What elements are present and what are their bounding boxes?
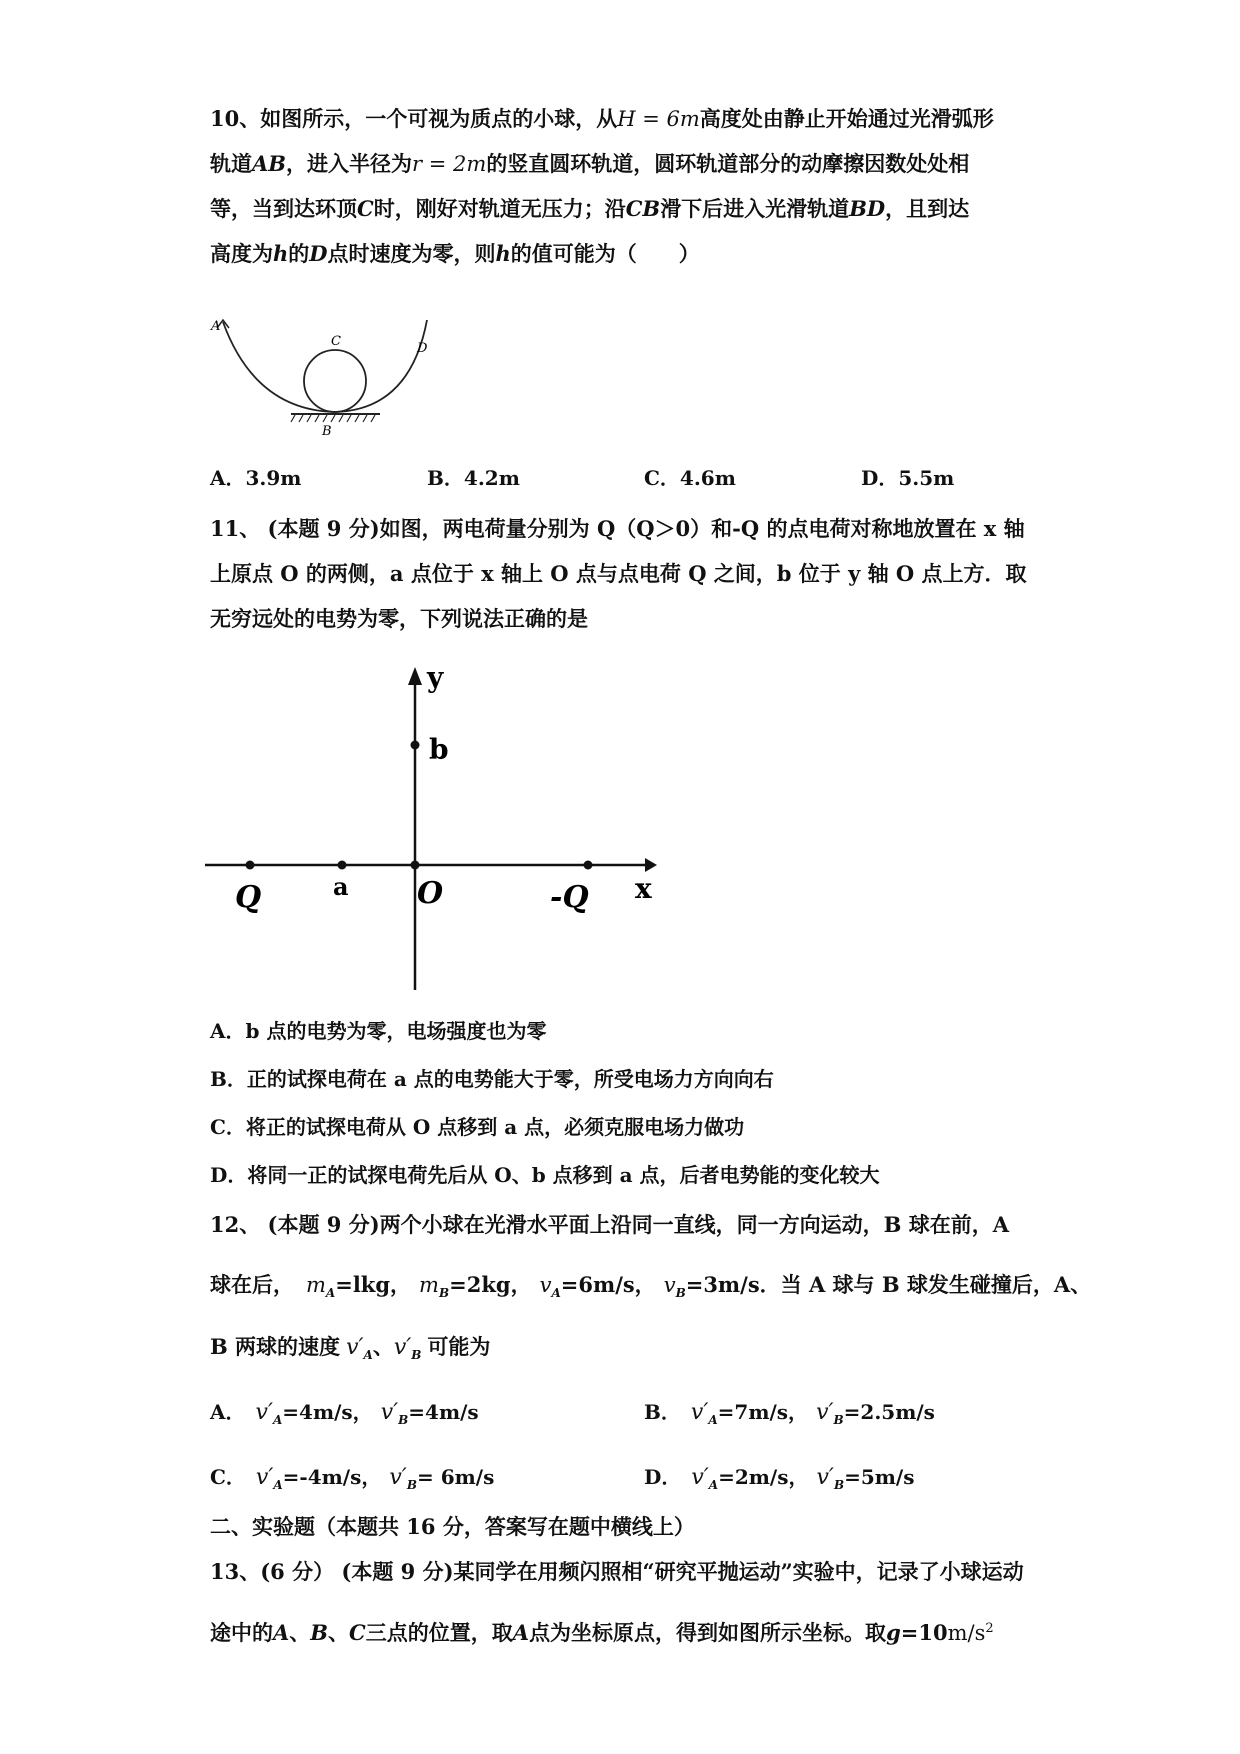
q13-line-1: 13、(6 分） (本题 9 分)某同学在用频闪照相“研究平抛运动”实验中，记录了小球运动 [210, 1559, 1024, 1584]
q13-text: 、 [328, 1620, 350, 1645]
q11-y-arrow [408, 667, 422, 685]
q12-option-label: C． [210, 1465, 246, 1489]
q12-option-value: =2m/s， [718, 1465, 809, 1489]
q12-option-value: =4m/s， [282, 1400, 373, 1424]
q12-option-label: B． [644, 1400, 681, 1424]
q11-line-3: 无穷远处的电势为零，下列说法正确的是 [210, 606, 588, 631]
section-heading: 二、实验题（本题共 16 分，答案写在题中横线上） [210, 1514, 695, 1539]
q10-fig-label-c: C [331, 334, 341, 349]
q10-ground-hatch [291, 415, 375, 422]
q12-velocity-prime-b: v′ [393, 1335, 412, 1360]
q12-subscript: A [273, 1478, 283, 1492]
q12-text: 、 [372, 1334, 394, 1359]
q12-velocity-b-symbol: v [663, 1273, 676, 1297]
q12-option-b [644, 1398, 935, 1429]
q11-option-c: C．将正的试探电荷从 O 点移到 a 点，必须克服电场力做功 [210, 1115, 745, 1139]
q10-fig-label-a: A [211, 319, 221, 334]
q12-option-c [210, 1463, 494, 1494]
q12-subscript: A [272, 1413, 283, 1427]
q10-point-c: C [357, 196, 374, 221]
q12-subscript: B [438, 1286, 450, 1300]
q10-point-d: D [309, 241, 328, 266]
q13-point-c: C [349, 1620, 366, 1645]
q10-var-h: h [495, 241, 511, 266]
q10-text: 轨道 [210, 151, 252, 176]
q12-option-d [644, 1463, 915, 1494]
q10-text: 的值可能为（ ） [510, 241, 700, 266]
q12-text: B 两球的速度 [210, 1334, 341, 1359]
q12-option-value: =2.5m/s [843, 1400, 935, 1424]
q12-subscript: A [708, 1413, 718, 1427]
q11-origin-o [411, 861, 420, 870]
q10-text: 滑下后进入光滑轨道 [660, 196, 850, 221]
q10-track-ab: AB [252, 151, 287, 176]
q10-text: 的 [288, 241, 310, 266]
q11-line-2: 上原点 O 的两侧，a 点位于 x 轴上 O 点与点电荷 Q 之间，b 位于 y 轴 O 点上方．取 [210, 561, 1027, 586]
q12-velocity-prime-a: v′ [255, 1400, 273, 1425]
q10-option-d: D．5.5m [861, 466, 955, 490]
q11-axes-figure [205, 655, 675, 995]
q10-text: 高度处由静止开始通过光滑弧形 [699, 106, 994, 131]
q10-line-4 [210, 239, 700, 269]
q13-line-2 [210, 1614, 994, 1648]
q12-option-value: =5m/s [844, 1465, 915, 1489]
q12-option-value: =7m/s， [717, 1400, 809, 1424]
q11-charge-neg-q [584, 861, 593, 870]
q10-circular-loop [304, 350, 366, 412]
q10-text: 的竖直圆环轨道，圆环轨道部分的动摩擦因数处处相 [486, 151, 970, 176]
q12-option-label: A． [210, 1400, 246, 1424]
q12-velocity-a-value: =6m/s， [560, 1272, 656, 1297]
q12-line-3 [210, 1332, 490, 1365]
q13-point-a: A [273, 1620, 290, 1645]
q12-subscript: B [833, 1478, 845, 1492]
q12-option-a [210, 1398, 479, 1429]
q12-velocity-prime-b: v′ [816, 1400, 834, 1425]
q11-charge-q [246, 861, 255, 870]
q12-line-1: 12、 (本题 9 分)两个小球在光滑水平面上沿同一直线，同一方向运动，B 球在前，A [210, 1212, 1009, 1237]
q12-line-2 [210, 1270, 1091, 1303]
q13-text: 点为坐标原点，得到如图所示坐标。取 [529, 1620, 887, 1645]
q10-option-b: B．4.2m [427, 466, 520, 490]
q11-option-a: A．b 点的电势为零，电场强度也为零 [210, 1019, 547, 1043]
q12-text: 球在后， [210, 1272, 294, 1297]
q10-arc-track [223, 320, 427, 412]
q11-point-b [411, 741, 420, 750]
q11-label-neg-q: -Q [550, 880, 589, 915]
q10-line-2 [210, 149, 969, 179]
q10-line-1 [210, 104, 994, 134]
q12-velocity-b-value: =3m/s．当 A 球与 B 球发生碰撞后，A、 [685, 1272, 1092, 1297]
q10-option-a: A．3.9m [210, 466, 302, 490]
q12-subscript: B [406, 1478, 417, 1492]
q10-track-cb: CB [625, 196, 661, 221]
q12-velocity-prime-a: v′ [690, 1400, 709, 1425]
q11-label-a: a [333, 872, 349, 901]
q11-option-b: B．正的试探电荷在 a 点的电势能大于零，所受电场力方向向右 [210, 1067, 774, 1091]
q12-velocity-prime-a: v′ [691, 1465, 709, 1490]
q12-velocity-prime-a: v′ [346, 1335, 364, 1360]
q13-g-value: =10 [900, 1620, 948, 1645]
q10-track-figure [205, 300, 445, 435]
q10-text: ，且到达 [885, 196, 970, 221]
q13-superscript: 2 [985, 1621, 994, 1636]
q13-text: 、 [289, 1620, 311, 1645]
q12-velocity-a-symbol: v [539, 1273, 552, 1297]
q11-label-q: Q [235, 880, 262, 915]
q12-option-value: = 6m/s [416, 1465, 495, 1489]
q12-mass-b-symbol: m [419, 1273, 439, 1297]
q12-velocity-prime-b: v′ [380, 1400, 399, 1425]
q12-option-value: =-4m/s， [282, 1465, 382, 1489]
q12-text: 可能为 [427, 1334, 491, 1359]
q13-point-b: B [310, 1620, 329, 1645]
q10-var-h: h [273, 241, 289, 266]
q10-text: 等，当到达环顶 [210, 196, 357, 221]
q13-point-a: A [512, 1620, 530, 1645]
q12-subscript: B [675, 1286, 686, 1300]
q12-option-label: D． [644, 1465, 682, 1489]
q10-line-3 [210, 194, 969, 224]
q12-mass-a-symbol: m [306, 1273, 326, 1297]
q12-subscript: A [363, 1348, 373, 1362]
q12-subscript: B [398, 1413, 409, 1427]
q10-text: ，进入半径为 [286, 151, 413, 176]
q11-label-y: y [427, 661, 444, 694]
q13-text: 三点的位置，取 [365, 1620, 513, 1645]
q10-height-formula: H = 6m [617, 107, 700, 131]
q12-velocity-prime-b: v′ [389, 1465, 407, 1490]
q11-label-b: b [429, 733, 449, 766]
q10-fig-label-b: B [322, 424, 332, 435]
q12-subscript: A [708, 1478, 719, 1492]
q12-velocity-prime-b: v′ [816, 1465, 834, 1490]
q11-label-x: x [635, 872, 652, 905]
q11-line-1: 11、 (本题 9 分)如图，两电荷量分别为 Q（Q＞0）和-Q 的点电荷对称地放置在 x 轴 [210, 516, 1025, 541]
q11-label-o: O [417, 876, 444, 911]
q13-text: 途中的 [210, 1620, 273, 1645]
q12-mass-a-value: =lkg， [335, 1272, 412, 1297]
q12-option-value: =4m/s [408, 1400, 479, 1424]
q12-subscript: B [411, 1348, 422, 1362]
q11-x-arrow [645, 858, 657, 872]
q12-subscript: A [325, 1286, 336, 1300]
q12-subscript: A [551, 1286, 561, 1300]
q10-track-bd: BD [849, 196, 886, 221]
q11-option-d: D．将同一正的试探电荷先后从 O、b 点移到 a 点，后者电势能的变化较大 [210, 1163, 880, 1187]
q12-velocity-prime-a: v′ [255, 1465, 274, 1490]
q12-subscript: B [833, 1413, 844, 1427]
q11-point-a [338, 861, 347, 870]
q10-option-c: C．4.6m [644, 466, 736, 490]
q10-radius-formula: r = 2m [412, 152, 487, 176]
q10-text: 时，刚好对轨道无压力；沿 [373, 196, 626, 221]
q10-text: 高度为 [210, 241, 273, 266]
q13-var-g: g [886, 1620, 901, 1645]
q10-fig-label-d: D [417, 341, 428, 356]
q13-g-unit: m/s [947, 1621, 986, 1645]
q10-text: 点时速度为零，则 [327, 241, 496, 266]
q10-text: 10、如图所示，一个可视为质点的小球，从 [210, 106, 618, 131]
q12-mass-b-value: =2kg， [449, 1272, 532, 1297]
